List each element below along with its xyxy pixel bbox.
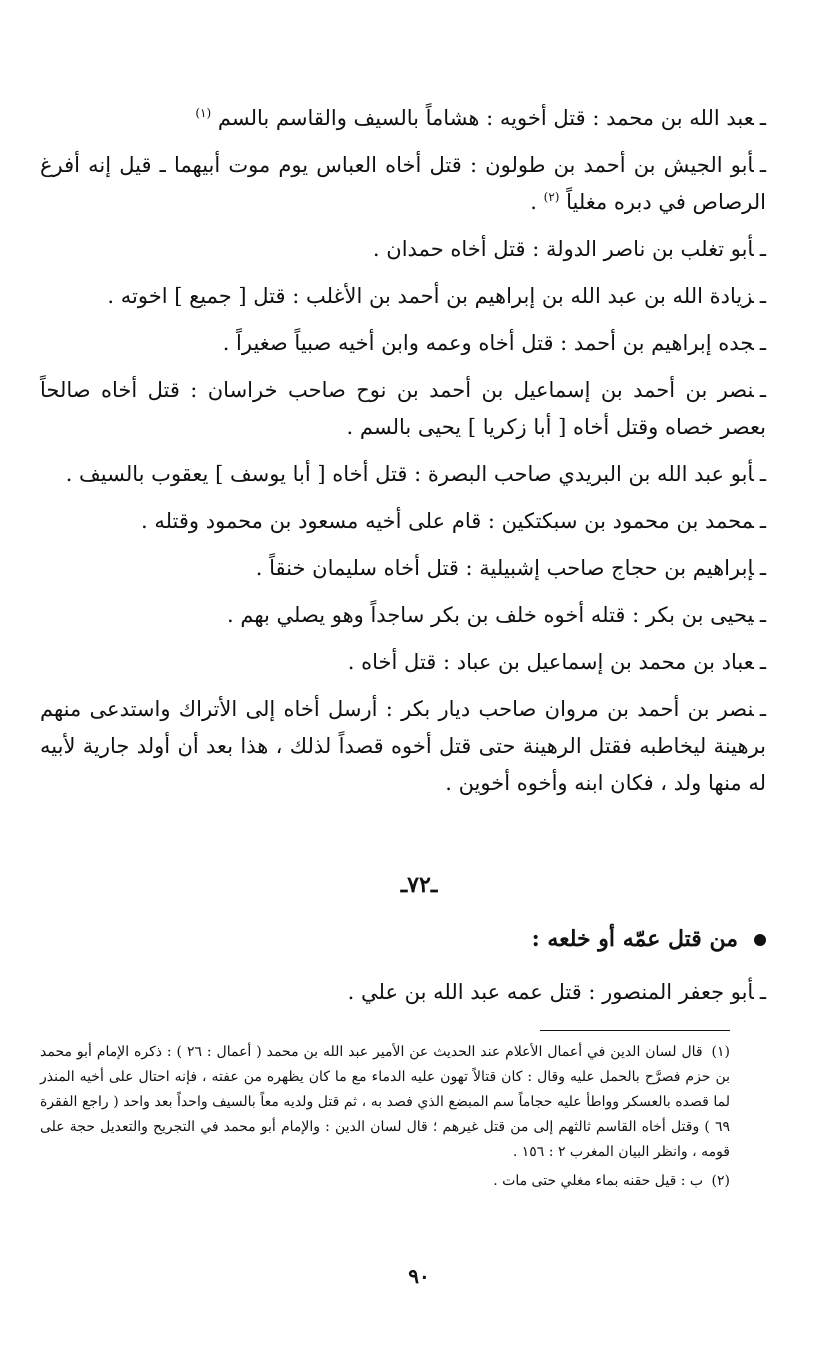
footnote-ref[interactable]: (٢)	[543, 190, 560, 204]
list-item	[40, 644, 766, 681]
entry-text: يحيى بن بكر : قتله أخوه خلف بن بكر ساجداً وهو يصلي بهم .	[227, 603, 754, 627]
footnote-text: قال لسان الدين في أعمال الأعلام عند الحديث عن الأمير عبد الله بن محمد ( أعمال : ٢٦ ) : ذكره الإمام أبو محمد بن حزم فصرَّح بالحمل عليه وقال : كان قتالاً تهون عليه الدماء مع ما كان يظهره من عفته ، فإنه احتال على أخيه المنذر لما قصده بالعسكر وواطأ عليه حجاماً سم المبضع الذي فصد به ، ثم قتل ولديه معاً بالسيف واحداً بعد واحد ( راجع الفقرة ٦٩ ) وقتل أخاه القاسم ثالثهم إلى من قتل غيرهم ؛ قال لسان الدين : والإمام أبو محمد في التجريح والتعديل حجة على قومه ، وانظر البيان المغرب ٢ : ١٥٦ .	[40, 1044, 730, 1160]
list-item	[40, 147, 766, 221]
list-item	[40, 691, 766, 802]
bullet-icon	[754, 934, 766, 946]
list-item	[40, 325, 766, 362]
dash: ـ	[759, 153, 766, 177]
entry-text: محمد بن محمود بن سبكتكين : قام على أخيه مسعود بن محمود وقتله .	[141, 509, 754, 533]
section-heading-text: من قتل عمّه أو خلعه :	[531, 926, 738, 952]
entry-text: أبو تغلب بن ناصر الدولة : قتل أخاه حمدان .	[372, 237, 754, 261]
list-item	[40, 503, 766, 540]
list-item	[40, 231, 766, 268]
entry-text: أبو جعفر المنصور : قتل عمه عبد الله بن علي .	[347, 980, 754, 1004]
entry-text: عبد الله بن محمد : قتل أخويه : هشاماً بالسيف والقاسم بالسم	[217, 106, 754, 130]
list-item	[40, 100, 766, 137]
section-entries-list	[40, 974, 766, 1021]
footnote	[40, 1040, 730, 1165]
entry-text: نصر بن أحمد بن مروان صاحب ديار بكر : أرسل أخاه إلى الأتراك واستدعى منهم برهينة ليخاطبه فقتل الرهينة حتى قتل أخوه قصداً لذلك ، هذا بعد أن أولد جارية لأبيه له منها ولد ، فكان ابنه وأخوه أخوين .	[40, 697, 766, 795]
dash: ـ	[759, 462, 766, 486]
entry-text: نصر بن أحمد بن إسماعيل بن أحمد بن نوح صاحب خراسان : قتل أخاه صالحاً بعصر خصاه وقتل أخاه [ أبا زكريا ] يحيى بالسم .	[40, 378, 766, 439]
footnote-ref[interactable]: (١)	[195, 106, 212, 120]
page-number: ٩٠	[408, 1264, 430, 1288]
entry-text: أبو الجيش بن أحمد بن طولون : قتل أخاه العباس يوم موت أبيهما ـ قيل إنه أفرغ الرصاص في دبره مغلياً	[40, 153, 766, 214]
entry-text: جده إبراهيم بن أحمد : قتل أخاه وعمه وابن أخيه صبياً صغيراً .	[222, 331, 754, 355]
footnote-mark: (١)	[711, 1044, 730, 1060]
dash: ـ	[759, 697, 766, 721]
list-item	[40, 597, 766, 634]
entry-text: عباد بن محمد بن إسماعيل بن عباد : قتل أخاه .	[347, 650, 754, 674]
section-heading	[40, 920, 766, 958]
list-item	[40, 974, 766, 1011]
dash: ـ	[759, 284, 766, 308]
entry-text: زيادة الله بن عبد الله بن إبراهيم بن أحمد بن الأغلب : قتل [ جميع ] اخوته .	[107, 284, 754, 308]
list-item	[40, 550, 766, 587]
list-item	[40, 278, 766, 315]
footnote-text: ب : قيل حقنه بماء مغلي حتى مات .	[493, 1173, 704, 1189]
dash: ـ	[759, 556, 766, 580]
dash: ـ	[759, 237, 766, 261]
list-item	[40, 372, 766, 446]
dash: ـ	[759, 509, 766, 533]
footnotes	[40, 1040, 730, 1198]
footnote-divider	[540, 1030, 730, 1031]
footnote-mark: (٢)	[711, 1173, 730, 1189]
dash: ـ	[759, 106, 766, 130]
dash: ـ	[759, 331, 766, 355]
footnote	[40, 1169, 730, 1194]
dash: ـ	[759, 980, 766, 1004]
dash: ـ	[759, 378, 766, 402]
paragraph-number: ـ٧٢ـ	[400, 872, 438, 898]
list-item	[40, 456, 766, 493]
entry-tail: .	[530, 190, 544, 214]
entries-list	[40, 100, 766, 812]
entry-text: أبو عبد الله بن البريدي صاحب البصرة : قتل أخاه [ أبا يوسف ] يعقوب بالسيف .	[65, 462, 754, 486]
dash: ـ	[759, 603, 766, 627]
dash: ـ	[759, 650, 766, 674]
entry-text: إبراهيم بن حجاج صاحب إشبيلية : قتل أخاه سليمان خنقاً .	[255, 556, 754, 580]
